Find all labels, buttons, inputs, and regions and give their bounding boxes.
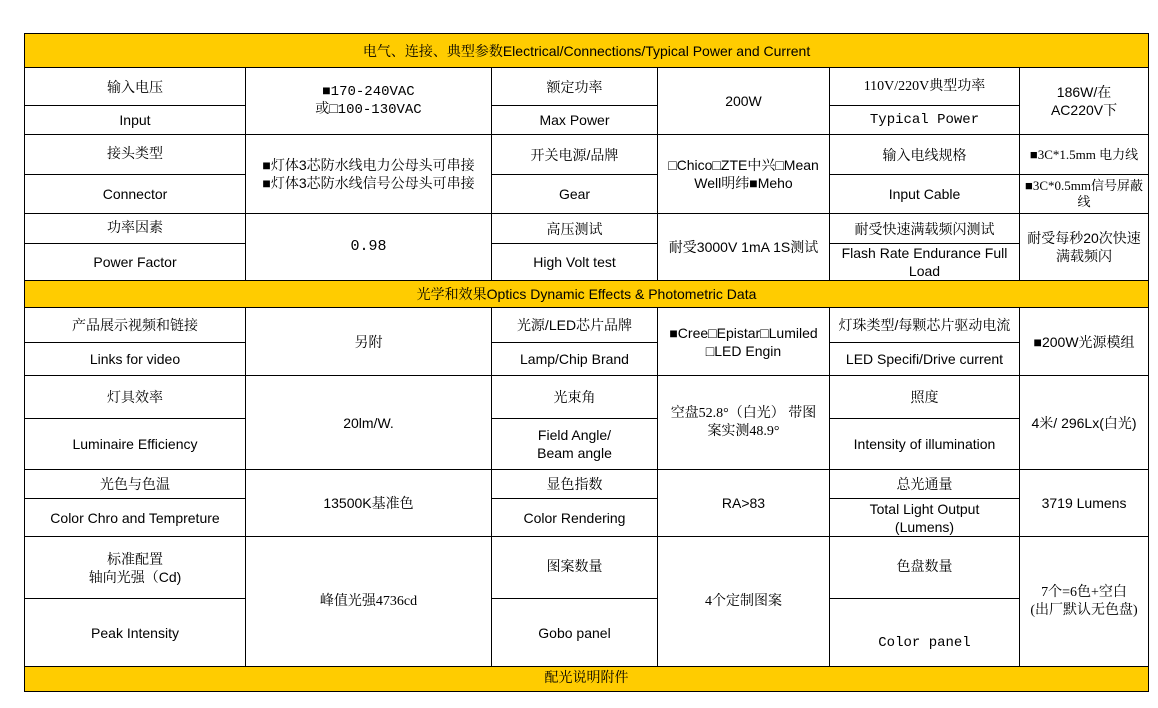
label-gear-cn: 开关电源/品牌 [492,135,658,175]
label-max-power-en: Max Power [492,106,658,135]
label-input-voltage-cn: 输入电压 [25,68,246,106]
value-video: 另附 [246,308,492,376]
value-typical-power-line1: 186W/在 [1056,84,1112,100]
label-chip-brand-cn: 光源/LED芯片品牌 [492,308,658,343]
label-input-cable-cn: 输入电线规格 [830,135,1020,175]
label-gear-en: Gear [492,175,658,214]
label-light-output-en-line1: Total Light Output [869,500,980,517]
label-intensity-en: Peak Intensity [25,599,246,667]
label-color-temp-cn: 光色与色温 [25,470,246,499]
value-chip-brand-line2: □LED Engin [705,342,782,359]
value-intensity: 峰值光强4736cd [246,537,492,667]
value-light-output: 3719 Lumens [1020,470,1149,537]
label-light-output-en-line2: (Lumens) [894,518,955,535]
value-connector-line1: ■灯体3芯防水线电力公母头可串接 [262,157,475,173]
label-high-volt-cn: 高压测试 [492,214,658,244]
value-connector [246,135,492,214]
label-beam-angle-en-line1: Field Angle/ [537,427,612,443]
label-connector-en: Connector [25,175,246,214]
label-power-factor-en: Power Factor [25,244,246,281]
value-gear-line1: □Chico□ZTE中兴□Mean [668,157,819,173]
value-input-voltage-line2: 或□100-130VAC [315,102,422,118]
value-power-factor: 0.98 [246,214,492,281]
label-video-en: Links for video [25,343,246,376]
label-connector-cn: 接头类型 [25,135,246,175]
label-typical-power-cn: 110V/220V典型功率 [830,68,1020,106]
value-color-panel-line1: 7个=6色+空白 [1041,584,1127,600]
label-illumination-en: Intensity of illumination [830,419,1020,470]
value-input-cable-line1: ■3C*1.5mm 电力线 [1020,135,1149,175]
label-video-cn: 产品展示视频和链接 [25,308,246,343]
label-intensity-cn-line2: 轴向光强（Cd) [88,568,182,585]
label-beam-angle-en-line2: Beam angle [537,445,612,461]
label-flash-rate-cn: 耐受快速满载频闪测试 [830,214,1020,244]
section-header-footer: 配光说明附件 [25,667,1149,692]
label-gobo-cn: 图案数量 [492,537,658,599]
value-high-volt: 耐受3000V 1mA 1S测试 [658,214,830,281]
label-chip-brand-en: Lamp/Chip Brand [492,343,658,376]
label-power-factor-cn: 功率因素 [25,214,246,244]
label-input-voltage-en: Input [25,106,246,135]
value-efficiency: 20lm/W. [246,376,492,470]
label-efficiency-en: Luminaire Efficiency [25,419,246,470]
label-illumination-cn: 照度 [830,376,1020,419]
value-color-panel-line2: (出厂默认无色盘) [1030,602,1138,618]
section-header-electrical: 电气、连接、典型参数Electrical/Connections/Typical Power and Current [25,34,1149,68]
value-gobo: 4个定制图案 [658,537,830,667]
value-beam-angle-line1: 空盘52.8°（白光） 带图 [670,405,817,421]
label-efficiency-cn: 灯具效率 [25,376,246,419]
value-typical-power-line2: AC220V下 [1050,102,1118,118]
value-color-temp: 13500K基准色 [246,470,492,537]
label-input-cable-en: Input Cable [830,175,1020,214]
label-flash-rate-en: Flash Rate Endurance Full Load [830,244,1020,281]
value-chip-brand [658,308,830,376]
label-color-panel-cn: 色盘数量 [830,537,1020,599]
value-color-panel [1020,537,1149,667]
label-high-volt-en: High Volt test [492,244,658,281]
label-color-rendering-en: Color Rendering [492,499,658,537]
label-color-panel-en: Color panel [830,599,1020,667]
label-beam-angle-en [492,419,658,470]
label-drive-current-en: LED Specifi/Drive current [830,343,1020,376]
value-gear-line2: Well明纬■Meho [694,175,793,191]
value-drive-current: ■200W光源模组 [1020,308,1149,376]
value-typical-power [1020,68,1149,135]
label-beam-angle-cn: 光束角 [492,376,658,419]
label-drive-current-cn: 灯珠类型/每颗芯片驱动电流 [830,308,1020,343]
label-color-rendering-cn: 显色指数 [492,470,658,499]
value-input-voltage-line1: ■170-240VAC [322,84,415,100]
value-flash-rate: 耐受每秒20次快速满载频闪 [1020,214,1149,281]
label-color-temp-en: Color Chro and Tempreture [25,499,246,537]
value-beam-angle [658,376,830,470]
value-chip-brand-line1: ■Cree□Epistar□Lumiled [669,324,818,341]
value-input-cable-line2: ■3C*0.5mm信号屏蔽线 [1020,175,1149,214]
value-illumination: 4米/ 296Lx(白光) [1020,376,1149,470]
section-header-optics: 光学和效果Optics Dynamic Effects & Photometric Data [25,281,1149,308]
label-gobo-en: Gobo panel [492,599,658,667]
value-input-voltage [246,68,492,135]
label-light-output-cn: 总光通量 [830,470,1020,499]
value-gear [658,135,830,214]
label-max-power-cn: 额定功率 [492,68,658,106]
label-intensity-cn [25,537,246,599]
value-beam-angle-line2: 案实测48.9° [707,423,780,439]
label-light-output-en [830,499,1020,537]
spec-table [24,33,1149,692]
label-intensity-cn-line1: 标准配置 [107,550,163,567]
value-max-power: 200W [658,68,830,135]
value-connector-line2: ■灯体3芯防水线信号公母头可串接 [262,175,475,191]
value-color-rendering: RA>83 [658,470,830,537]
label-typical-power-en: Typical Power [830,106,1020,135]
